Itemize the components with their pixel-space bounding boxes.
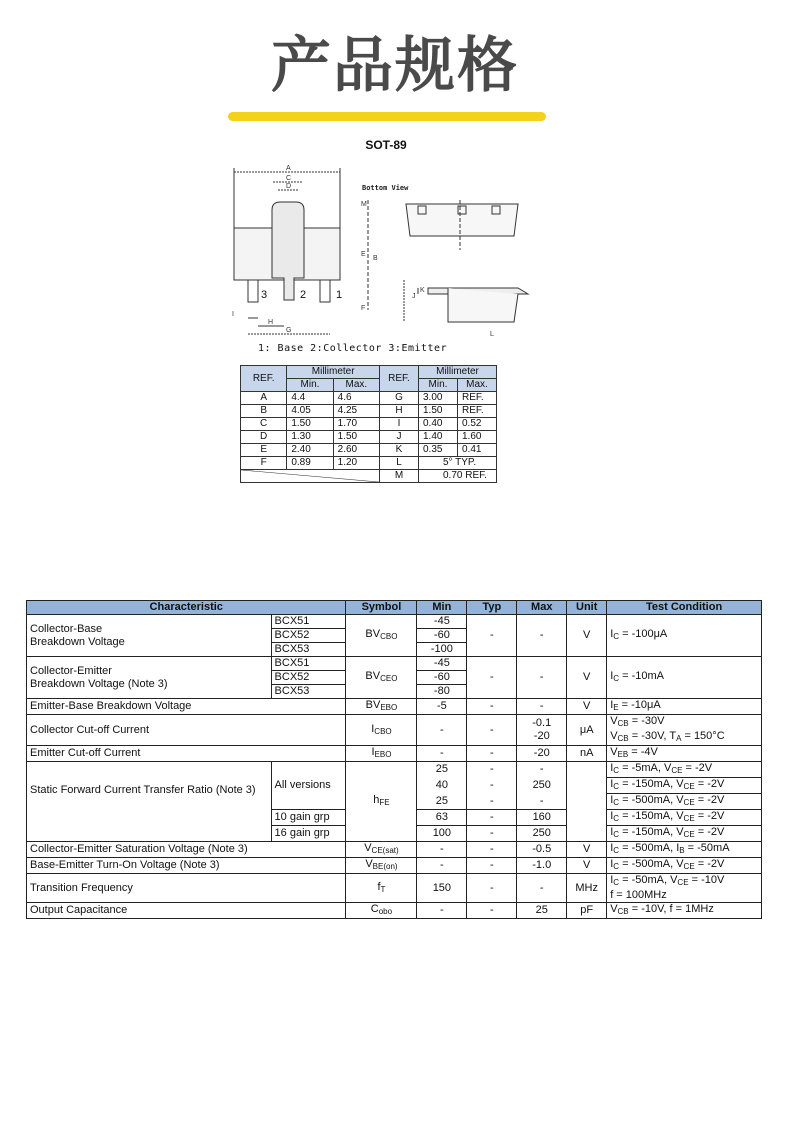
table-row: [241, 392, 497, 405]
dim-ref: B: [241, 405, 287, 418]
dim-max: 1.20: [333, 457, 379, 470]
table-header-row: [27, 601, 762, 615]
cond-text: V: [610, 746, 618, 758]
header-test-condition: Test Condition: [607, 601, 762, 615]
symbol-sub: CEO: [380, 674, 398, 683]
dim-ref: I: [380, 418, 419, 431]
dim-max: 0.52: [458, 418, 497, 431]
cell-min: -45: [417, 657, 467, 671]
symbol-main: BV: [365, 628, 381, 640]
dim-ref: M: [380, 470, 419, 483]
cell-part: 10 gain grp: [271, 810, 346, 826]
cond-text: = -2V: [682, 762, 713, 774]
dim-header-min-2: Min.: [419, 379, 458, 392]
cell-symbol: [346, 903, 417, 919]
cond-text: = -2V: [694, 858, 725, 870]
cond-text: = -4V: [628, 746, 658, 758]
cell-condition: [607, 746, 762, 762]
dim-max: 1.70: [333, 418, 379, 431]
cell-unit: μA: [567, 715, 607, 746]
table-row: [241, 405, 497, 418]
cell-characteristic: Collector-Base Breakdown Voltage: [27, 615, 272, 657]
symbol-main: C: [370, 903, 379, 915]
cell-condition: $I_C = -5mA$, $V_{CE} = -2V$: [607, 762, 762, 778]
cell-min: -100: [417, 643, 467, 657]
cell-max: -: [517, 794, 567, 810]
cell-unit: V: [567, 699, 607, 715]
dim-max: REF.: [458, 392, 497, 405]
cell-max: -: [517, 657, 567, 699]
cond-text: = -2V: [694, 826, 725, 838]
dim-label-k: K: [420, 287, 425, 294]
pin-legend: 1: Base 2:Collector 3:Emitter: [258, 343, 448, 354]
cell-max: -0.5: [517, 842, 567, 858]
pin-number-2: 2: [300, 289, 307, 301]
dim-header-unit-2: Millimeter: [419, 366, 497, 379]
table-row: [27, 699, 762, 715]
header-max: Max: [517, 601, 567, 615]
dim-min: 1.50: [287, 418, 333, 431]
cell-typ: -: [467, 810, 517, 826]
header-unit: Unit: [567, 601, 607, 615]
cond-text: = -150mA, V: [619, 778, 684, 790]
cell-part: BCX53: [271, 643, 346, 657]
symbol-main: BV: [365, 699, 381, 711]
cell-characteristic: Collector Cut-off Current: [27, 715, 346, 746]
cell-unit: pF: [567, 903, 607, 919]
cell-unit: nA: [567, 746, 607, 762]
cell-part: BCX52: [271, 671, 346, 685]
dim-ref: L: [380, 457, 419, 470]
cell-min: -: [417, 746, 467, 762]
table-row: [241, 470, 497, 483]
dim-label-b: B: [373, 255, 378, 262]
cond-text: V: [610, 715, 618, 727]
dim-min: 2.40: [287, 444, 333, 457]
cell-condition: $I_C = -150mA$, $V_{CE} = -2V$: [607, 826, 762, 842]
cell-part: BCX51: [271, 657, 346, 671]
cell-typ: -: [467, 778, 517, 794]
symbol-sub: EBO: [380, 703, 398, 712]
cell-max: -20: [517, 746, 567, 762]
dim-header-max: Max.: [333, 379, 379, 392]
cell-characteristic: [27, 783, 272, 842]
cell-symbol: [346, 657, 417, 699]
cell-condition: [607, 657, 762, 699]
symbol-sub: BE(on): [372, 862, 398, 871]
cell-condition: $I_C = -150mA$, $V_{CE} = -2V$: [607, 778, 762, 794]
symbol-sub: CE(sat): [371, 846, 399, 855]
cell-min: -5: [417, 699, 467, 715]
cell-characteristic: Collector-Emitter Breakdown Voltage (Note 3): [27, 657, 272, 699]
dim-max: 4.6: [333, 392, 379, 405]
cell-characteristic: Base-Emitter Turn-On Voltage (Note 3): [27, 858, 346, 874]
cell-condition: [607, 858, 762, 874]
cond-text: I: [610, 842, 614, 854]
cell-condition: [607, 699, 762, 715]
cell-min: -80: [417, 685, 467, 699]
dim-min: 0.35: [419, 444, 458, 457]
dim-ref: K: [380, 444, 419, 457]
cell-condition: [607, 874, 762, 903]
symbol-sub: obo: [378, 907, 393, 916]
dim-span: 0.70 REF.: [419, 470, 497, 483]
cond-text: = -2V: [694, 794, 725, 806]
cond-text: = -10μA: [618, 699, 661, 711]
cell-unit: V: [567, 615, 607, 657]
cell-typ: -: [467, 874, 517, 903]
dim-max: REF.: [458, 405, 497, 418]
dim-ref: G: [380, 392, 419, 405]
dim-ref: D: [241, 431, 287, 444]
title-underline: [228, 112, 546, 121]
cell-min: 63: [417, 810, 467, 826]
dim-label-g: G: [286, 327, 292, 334]
cell-characteristic: Transition Frequency: [27, 874, 346, 903]
dim-label-m: M: [361, 201, 367, 208]
dim-header-ref: REF.: [241, 366, 287, 392]
cell-part: BCX53: [271, 685, 346, 699]
cond-text: = -2V: [694, 778, 725, 790]
cond-text: = -500mA, I: [619, 842, 680, 854]
cond-text: = -5mA, V: [619, 762, 672, 774]
symbol-main: I: [371, 746, 375, 758]
cell-condition: [607, 715, 762, 746]
package-name: SOT-89: [365, 138, 407, 152]
cell-condition: $I_C = -150mA$, $V_{CE} = -2V$: [607, 810, 762, 826]
cond-sub: C: [613, 674, 620, 683]
cell-min: -: [417, 858, 467, 874]
cond-text: = -150mA, V: [619, 826, 684, 838]
cell-min: -60: [417, 629, 467, 643]
dim-min: 3.00: [419, 392, 458, 405]
cell-typ: -: [467, 615, 517, 657]
cond-text: I: [610, 670, 614, 682]
cond-sub: C: [613, 632, 620, 641]
cell-symbol: [346, 715, 417, 746]
cell-min: 150: [417, 874, 467, 903]
cond-text: = -500mA, V: [619, 858, 684, 870]
cond-sub: CB: [617, 719, 629, 728]
cond-sub: C: [613, 846, 620, 855]
dim-max: 0.41: [458, 444, 497, 457]
dim-label-j: J: [412, 293, 416, 300]
cell-characteristic: Output Capacitance: [27, 903, 346, 919]
table-row: [27, 874, 762, 903]
cell-unit: [567, 762, 607, 842]
dim-label-d: D: [286, 183, 292, 190]
dim-header-min: Min.: [287, 379, 333, 392]
dim-header-max-2: Max.: [458, 379, 497, 392]
cond-text: = -100μA: [619, 628, 668, 640]
cond-text: V: [610, 903, 618, 915]
cond-text: I: [610, 858, 614, 870]
dim-label-a: A: [286, 165, 291, 172]
cell-max: [517, 715, 567, 746]
cond-sub: CB: [617, 734, 629, 743]
cond-text: = -500mA, V: [619, 794, 684, 806]
symbol-sub: EBO: [374, 750, 392, 759]
cond-text: = -50mA: [684, 842, 730, 854]
cell-max: 160: [517, 810, 567, 826]
cond-text: = -50mA, V: [619, 874, 678, 886]
cond-text: = -2V: [694, 810, 725, 822]
header-symbol: Symbol: [346, 601, 417, 615]
cond-sub: C: [613, 878, 620, 887]
dim-ref: E: [241, 444, 287, 457]
cell-part: 16 gain grp: [271, 826, 346, 842]
cell-symbol: [346, 615, 417, 657]
cell-condition: [607, 903, 762, 919]
cell-min: -: [417, 903, 467, 919]
page-title: 产品规格: [271, 31, 519, 101]
cond-text: I: [610, 699, 614, 711]
dim-label-h: H: [268, 319, 274, 326]
hfe-label: Static Forward Current Transfer Ratio (Note 3): [30, 783, 256, 796]
cell-min: -45: [417, 615, 467, 629]
cond-text: = -10V, f = 1MHz: [628, 903, 714, 915]
header-characteristic: Characteristic: [27, 601, 346, 615]
cell-min: 25: [417, 794, 467, 810]
table-row: [27, 615, 762, 629]
cond-sub: C: [613, 862, 620, 871]
package-outline-drawing: [228, 160, 548, 340]
cell-max: -: [517, 874, 567, 903]
cell-typ: -: [467, 715, 517, 746]
dim-min: 0.40: [419, 418, 458, 431]
cell-unit: V: [567, 858, 607, 874]
cell-part: All versions: [271, 762, 346, 810]
dim-min: 1.30: [287, 431, 333, 444]
cell-unit: V: [567, 842, 607, 858]
blank-cell: [241, 470, 380, 483]
cond-text: V: [610, 730, 618, 742]
cell-typ: -: [467, 699, 517, 715]
cell-typ: -: [467, 746, 517, 762]
cell-symbol: [346, 746, 417, 762]
symbol-main: V: [364, 842, 372, 854]
symbol-sub: CBO: [374, 726, 392, 736]
cond-sub: B: [679, 846, 685, 855]
cell-max: -1.0: [517, 858, 567, 874]
table-row: [241, 431, 497, 444]
dim-header-ref-2: REF.: [380, 366, 419, 392]
cell-part: BCX51: [271, 615, 346, 629]
cond-text: = -10mA: [619, 670, 664, 682]
header-min: Min: [417, 601, 467, 615]
symbol-main: V: [365, 858, 373, 870]
cond-sub: CE: [683, 862, 695, 871]
dim-min: 4.05: [287, 405, 333, 418]
pin-number-3: 3: [261, 289, 268, 301]
cell-min: -: [417, 842, 467, 858]
dimension-table: [240, 365, 497, 483]
dim-ref: C: [241, 418, 287, 431]
cond-line: f = 100MHz: [610, 889, 667, 901]
table-row: [27, 657, 762, 671]
dim-min: 1.50: [419, 405, 458, 418]
cond-text: = -150mA, V: [619, 810, 684, 822]
cond-line: [610, 730, 758, 745]
table-row: [27, 842, 762, 858]
cell-symbol: [346, 858, 417, 874]
pin-number-1: 1: [336, 289, 343, 301]
cell-symbol: [346, 874, 417, 903]
cell-typ: -: [467, 762, 517, 778]
table-row: [241, 457, 497, 470]
header-typ: Typ: [467, 601, 517, 615]
cell-symbol: [346, 842, 417, 858]
cell-unit: V: [567, 657, 607, 699]
cell-typ: -: [467, 657, 517, 699]
cond-text: = -30V, T: [628, 730, 677, 742]
dim-ref: A: [241, 392, 287, 405]
cond-text: I: [610, 628, 614, 640]
symbol-main: h: [373, 794, 380, 806]
table-row: [27, 715, 762, 746]
cell-unit: MHz: [567, 874, 607, 903]
cell-min: -60: [417, 671, 467, 685]
cond-line: [610, 874, 758, 889]
symbol-sub: T: [380, 884, 386, 894]
dim-min: 1.40: [419, 431, 458, 444]
cell-max: 250: [517, 826, 567, 842]
dim-label-f: F: [361, 305, 366, 312]
dim-label-l: L: [490, 331, 494, 338]
symbol-main: f: [377, 880, 381, 893]
cell-part: BCX52: [271, 629, 346, 643]
cond-sub: EB: [617, 750, 629, 759]
table-row: [241, 444, 497, 457]
cell-max: -: [517, 762, 567, 778]
dim-max: 4.25: [333, 405, 379, 418]
cell-typ: -: [467, 826, 517, 842]
max-value: -20: [533, 730, 550, 742]
dim-ref: J: [380, 431, 419, 444]
bottom-view-label: Bottom View: [362, 184, 409, 192]
cell-characteristic: Collector-Emitter Saturation Voltage (Note 3): [27, 842, 346, 858]
dim-header-unit: Millimeter: [287, 366, 380, 379]
dim-min: 4.4: [287, 392, 333, 405]
dim-min: 0.89: [287, 457, 333, 470]
dim-max: 2.60: [333, 444, 379, 457]
cell-typ: -: [467, 903, 517, 919]
table-row: [27, 858, 762, 874]
table-row: [27, 746, 762, 762]
dim-span: 5° TYP.: [419, 457, 497, 470]
cell-typ: -: [467, 842, 517, 858]
cell-max: -: [517, 699, 567, 715]
cell-typ: -: [467, 858, 517, 874]
dim-label-e: E: [361, 251, 366, 258]
symbol-main: BV: [365, 670, 381, 682]
cell-symbol: [346, 699, 417, 715]
cond-sub: E: [613, 703, 619, 712]
cond-line: [610, 715, 758, 730]
cell-condition: $I_C = -500mA$, $V_{CE} = -2V$: [607, 794, 762, 810]
cell-max: -: [517, 615, 567, 657]
cond-text: = -10V: [688, 874, 725, 886]
cell-characteristic: Emitter Cut-off Current: [27, 746, 346, 762]
dim-label-i: I: [232, 311, 234, 318]
symbol-sub: FE: [379, 798, 390, 807]
cell-max: 250: [517, 778, 567, 794]
cell-min: 40: [417, 778, 467, 794]
cell-min: 100: [417, 826, 467, 842]
cond-text: = 150°C: [681, 730, 725, 742]
cell-characteristic: Emitter-Base Breakdown Voltage: [27, 699, 346, 715]
dim-max: 1.50: [333, 431, 379, 444]
max-value: -0.1: [532, 717, 552, 729]
cell-condition: [607, 615, 762, 657]
table-row: [27, 762, 762, 778]
cond-sub: A: [676, 734, 682, 743]
cell-condition: [607, 842, 762, 858]
symbol-main: I: [371, 722, 375, 735]
cond-text: I: [610, 874, 614, 886]
cell-max: 25: [517, 903, 567, 919]
dim-label-c: C: [286, 175, 292, 182]
table-row: [241, 418, 497, 431]
cell-min: -: [417, 715, 467, 746]
dim-max: 1.60: [458, 431, 497, 444]
table-row: [27, 903, 762, 919]
cell-typ: -: [467, 794, 517, 810]
dim-ref: F: [241, 457, 287, 470]
dim-ref: H: [380, 405, 419, 418]
cond-sub: CB: [617, 907, 629, 916]
electrical-characteristics-table: [26, 600, 762, 919]
cond-text: = -30V: [628, 715, 665, 727]
cell-symbol: [346, 762, 417, 842]
symbol-sub: CBO: [380, 632, 398, 641]
cond-sub: CE: [677, 878, 689, 887]
cell-min: 25: [417, 762, 467, 778]
